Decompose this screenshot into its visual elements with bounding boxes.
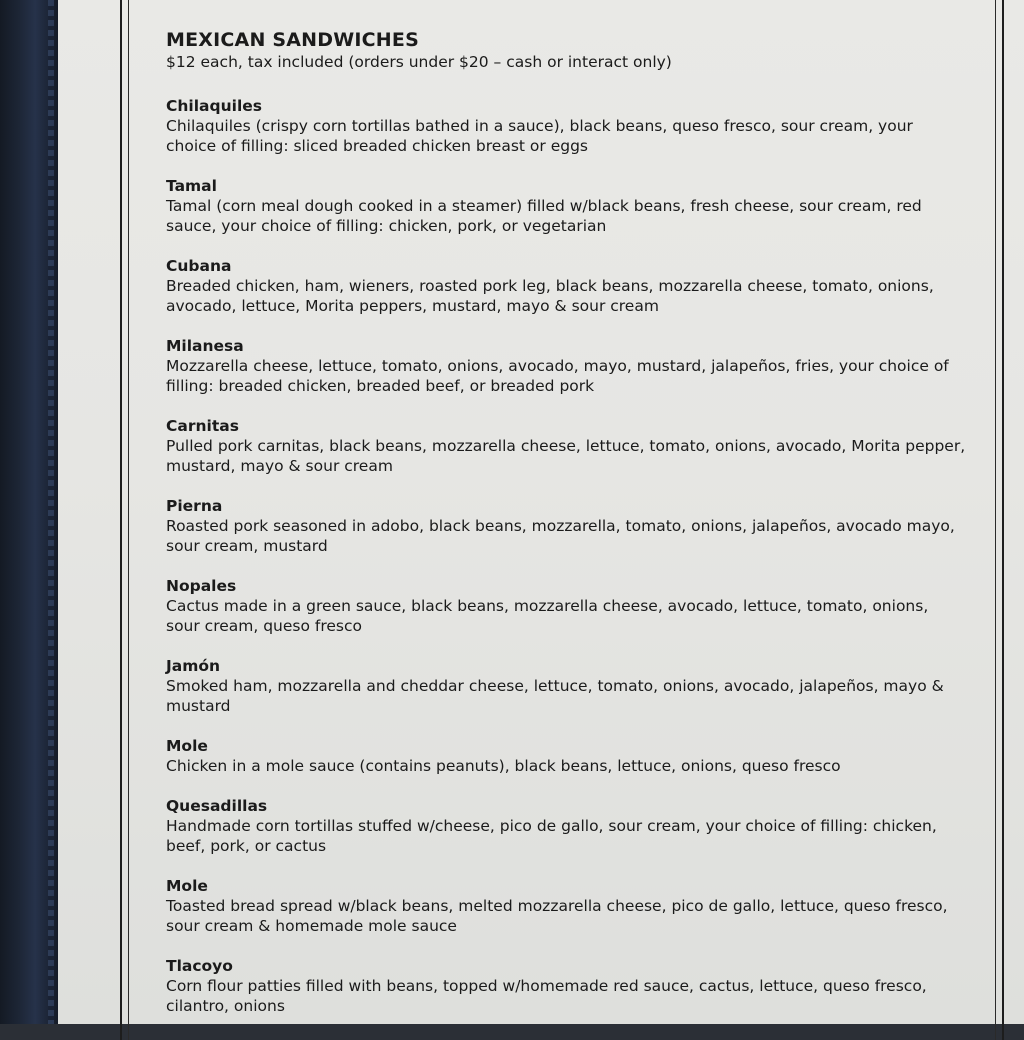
menu-item-description: Mozzarella cheese, lettuce, tomato, onions, avocado, mayo, mustard, jalapeños, fries, your choice of filling: breaded chicken, breaded beef, or breaded pork [166,357,949,395]
menu-item-description: Pulled pork carnitas, black beans, mozzarella cheese, lettuce, tomato, onions, avocado, Morita pepper, mustard, mayo & sour cream [166,437,966,475]
menu-item-description: Chicken in a mole sauce (contains peanuts), black beans, lettuce, onions, queso fresco [166,757,841,775]
menu-item [166,416,966,476]
section-price-note: $12 each, tax included (orders under $20 – cash or interact only) [166,53,672,71]
menu-item-description: Smoked ham, mozzarella and cheddar cheese, lettuce, tomato, onions, avocado, jalapeños, mayo & mustard [166,677,944,715]
menu-section [166,28,966,1036]
menu-item-description: Tamal (corn meal dough cooked in a steamer) filled w/black beans, fresh cheese, sour cream, red sauce, your choice of filling: chicken, pork, or vegetarian [166,197,922,235]
menu-item [166,176,966,236]
menu-item [166,496,966,556]
menu-item [166,256,966,316]
menu-item-description: Cactus made in a green sauce, black beans, mozzarella cheese, avocado, lettuce, tomato, onions, sour cream, queso fresco [166,597,929,635]
menu-item-name: Milanesa [166,337,244,355]
binder-stitching [48,0,54,1024]
menu-item-name: Mole [166,737,208,755]
menu-item-name: Nopales [166,577,237,595]
menu-item-description: Breaded chicken, ham, wieners, roasted pork leg, black beans, mozzarella cheese, tomato, onions, avocado, lettuce, Morita peppers, mustard, mayo & sour cream [166,277,934,315]
menu-item-description: Handmade corn tortillas stuffed w/cheese, pico de gallo, sour cream, your choice of filling: chicken, beef, pork, or cactus [166,817,937,855]
menu-item [166,796,966,856]
menu-item-name: Tamal [166,177,217,195]
menu-item-name: Pierna [166,497,223,515]
menu-item [166,336,966,396]
menu-item-description: Toasted bread spread w/black beans, melted mozzarella cheese, pico de gallo, lettuce, queso fresco, sour cream & homemade mole sauce [166,897,948,935]
menu-item [166,736,966,776]
menu-item [166,96,966,156]
menu-item-name: Quesadillas [166,797,268,815]
menu-item-description: Roasted pork seasoned in adobo, black beans, mozzarella, tomato, onions, jalapeños, avocado mayo, sour cream, mustard [166,517,955,555]
menu-item-description: Corn flour patties filled with beans, topped w/homemade red sauce, cactus, lettuce, queso fresco, cilantro, onions [166,977,927,1015]
menu-item [166,956,966,1016]
menu-item-name: Jamón [166,657,221,675]
menu-item [166,876,966,936]
menu-item [166,656,966,716]
section-title: MEXICAN SANDWICHES [166,29,419,51]
menu-item [166,576,966,636]
menu-item-description: Chilaquiles (crispy corn tortillas bathed in a sauce), black beans, queso fresco, sour cream, your choice of filling: sliced breaded chicken breast or eggs [166,117,913,155]
menu-item-name: Cubana [166,257,232,275]
menu-item-name: Chilaquiles [166,97,262,115]
menu-item-name: Tlacoyo [166,957,233,975]
menu-item-name: Carnitas [166,417,239,435]
menu-item-name: Mole [166,877,208,895]
menu-binder-cover [0,0,64,1024]
